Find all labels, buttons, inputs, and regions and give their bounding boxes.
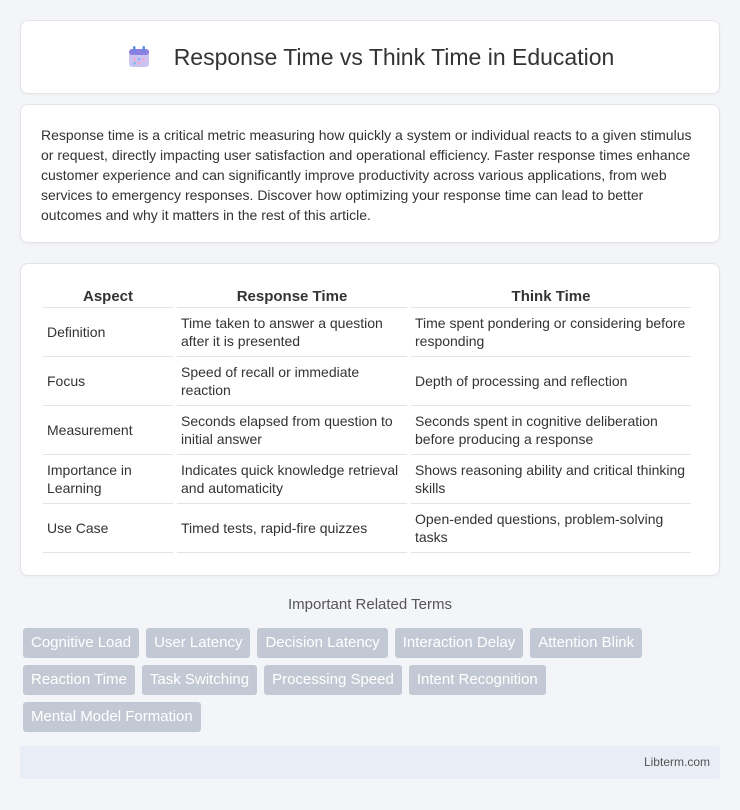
table-row (43, 308, 691, 357)
header-card (20, 20, 720, 94)
related-term-tag[interactable]: Interaction Delay (395, 628, 524, 658)
table-cell: Importance in Learning (43, 455, 173, 504)
related-term-tag[interactable]: Task Switching (142, 665, 257, 695)
comparison-table (39, 286, 695, 553)
column-header: Aspect (43, 286, 173, 308)
table-cell: Time spent pondering or considering before responding (411, 308, 691, 357)
table-cell: Seconds elapsed from question to initial answer (177, 406, 407, 455)
related-term-tag[interactable]: Reaction Time (23, 665, 135, 695)
related-terms-title: Important Related Terms (288, 596, 452, 613)
table-row (43, 357, 691, 406)
table-cell: Time taken to answer a question after it is presented (177, 308, 407, 357)
intro-text: Response time is a critical metric measuring how quickly a system or individual reacts to a given stimulus or request, directly impacting user satisfaction and operational efficiency. Faster response times enhance customer experience and can significantly improve productivity across various applications, from web services to emergency responses. Discover how optimizing your response time can lead to better outcomes and why it matters in the rest of this article. (41, 127, 692, 223)
table-header-row (43, 286, 691, 308)
related-term-tag[interactable]: Attention Blink (530, 628, 642, 658)
related-term-tag[interactable]: Decision Latency (257, 628, 387, 658)
related-term-tag[interactable]: Mental Model Formation (23, 702, 201, 732)
table-row (43, 455, 691, 504)
related-terms-list (23, 628, 713, 732)
table-cell: Depth of processing and reflection (411, 357, 691, 406)
related-term-tag[interactable]: Intent Recognition (409, 665, 546, 695)
table-cell: Open-ended questions, problem-solving tasks (411, 504, 691, 553)
related-term-tag[interactable]: User Latency (146, 628, 250, 658)
calendar-icon (126, 44, 152, 70)
footer (20, 746, 720, 779)
table-cell: Seconds spent in cognitive deliberation before producing a response (411, 406, 691, 455)
table-cell: Measurement (43, 406, 173, 455)
table-cell: Focus (43, 357, 173, 406)
table-cell: Shows reasoning ability and critical thinking skills (411, 455, 691, 504)
comparison-table-card (20, 263, 720, 576)
page-title: Response Time vs Think Time in Education (173, 43, 615, 70)
table-cell: Indicates quick knowledge retrieval and automaticity (177, 455, 407, 504)
footer-site-link[interactable]: Libterm.com (643, 755, 710, 769)
table-cell: Use Case (43, 504, 173, 553)
related-term-tag[interactable]: Cognitive Load (23, 628, 139, 658)
column-header: Think Time (411, 286, 691, 308)
table-row (43, 504, 691, 553)
table-cell: Speed of recall or immediate reaction (177, 357, 407, 406)
column-header: Response Time (177, 286, 407, 308)
table-cell: Definition (43, 308, 173, 357)
table-row (43, 406, 691, 455)
related-term-tag[interactable]: Processing Speed (264, 665, 402, 695)
table-cell: Timed tests, rapid-fire quizzes (177, 504, 407, 553)
intro-card (20, 104, 720, 243)
